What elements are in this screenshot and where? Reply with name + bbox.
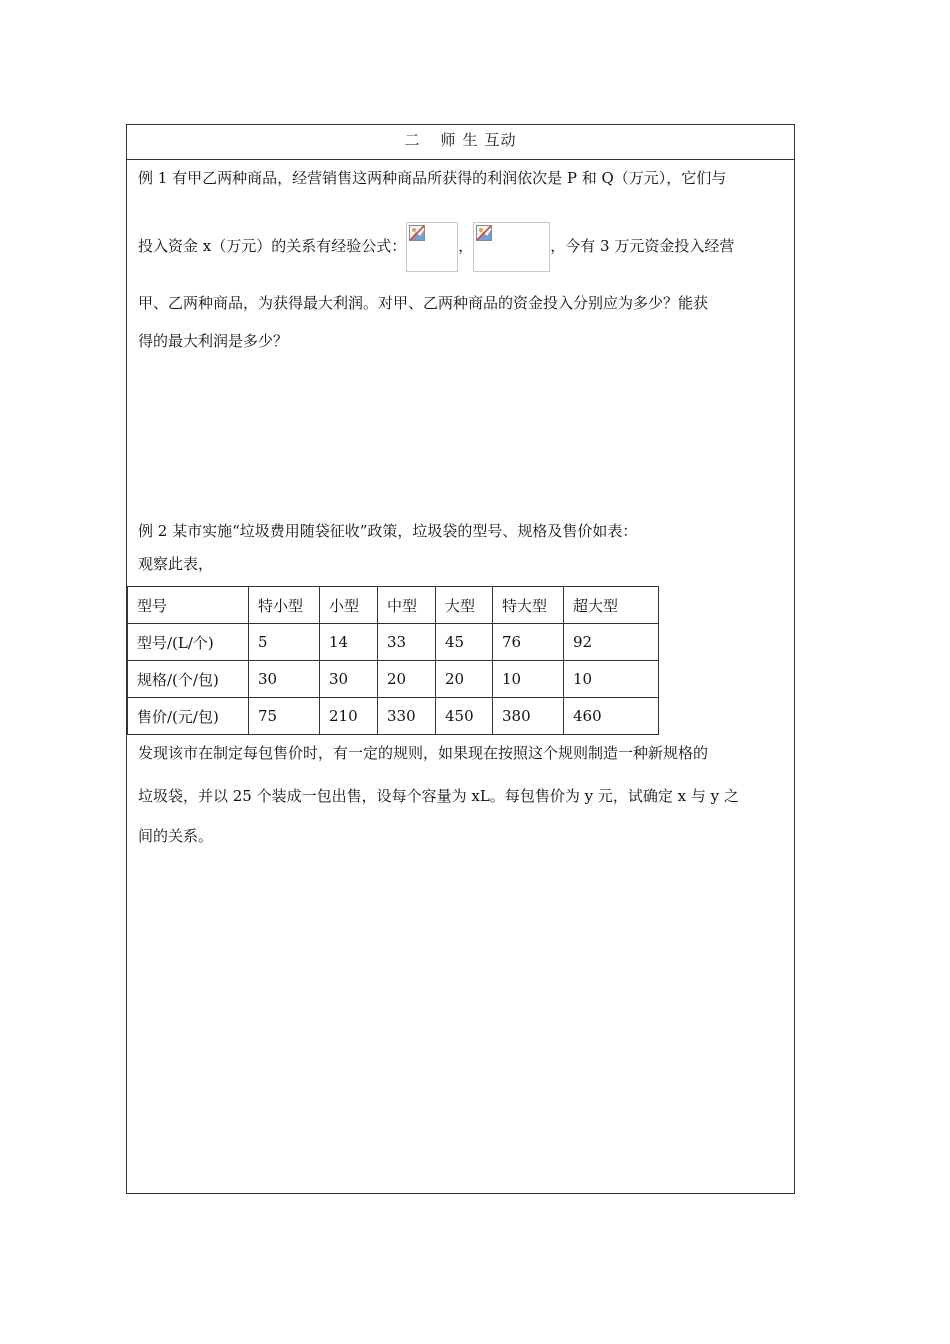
table-header-cell: 大型 xyxy=(436,587,493,624)
example2-line-1: 例 2 某市实施“垃圾费用随袋征收”政策，垃圾袋的型号、规格及售价如表： xyxy=(138,522,638,540)
section-word-2: 生 xyxy=(462,131,479,149)
table-cell: 460 xyxy=(564,698,659,735)
table-cell: 30 xyxy=(320,661,378,698)
table-header-cell: 特大型 xyxy=(493,587,564,624)
worksheet-frame xyxy=(126,124,795,1194)
table-row xyxy=(128,624,659,661)
example1-line-4: 得的最大利润是多少？ xyxy=(138,332,289,350)
example1-line-3: 甲、乙两种商品，为获得最大利润。对甲、乙两种商品的资金投入分别应为多少？能获 xyxy=(138,294,709,312)
table-cell: 450 xyxy=(436,698,493,735)
table-row xyxy=(128,698,659,735)
table-header-cell: 特小型 xyxy=(249,587,320,624)
table-cell: 20 xyxy=(378,661,436,698)
table-row xyxy=(128,661,659,698)
table-cell: 30 xyxy=(249,661,320,698)
table-cell: 380 xyxy=(493,698,564,735)
section-word-3: 互动 xyxy=(484,131,517,149)
table-header-cell: 中型 xyxy=(378,587,436,624)
table-cell: 92 xyxy=(564,624,659,661)
table-cell: 售价/(元/包) xyxy=(128,698,249,735)
table-cell: 210 xyxy=(320,698,378,735)
example2-after-line-2: 垃圾袋，并以 25 个装成一包出售，设每个容量为 xL。每包售价为 y 元，试确定 x 与 y 之 xyxy=(138,787,739,805)
example1-line-2 xyxy=(138,221,734,272)
formula-image-p xyxy=(406,222,458,272)
example1-line-2-start: 投入资金 x（万元）的关系有经验公式： xyxy=(138,237,407,255)
table-cell: 45 xyxy=(436,624,493,661)
example1-line-1: 例 1 有甲乙两种商品，经营销售这两种商品所获得的利润依次是 P 和 Q（万元），它们与 xyxy=(138,169,727,187)
table-header-cell: 型号 xyxy=(128,587,249,624)
section-header xyxy=(127,125,794,160)
table-cell: 10 xyxy=(493,661,564,698)
example2-line-2: 观察此表， xyxy=(138,555,214,573)
example2-after-line-1: 发现该市在制定每包售价时，有一定的规则，如果现在按照这个规则制造一种新规格的 xyxy=(138,744,709,762)
table-header-cell: 超大型 xyxy=(564,587,659,624)
table-cell: 33 xyxy=(378,624,436,661)
table-cell: 20 xyxy=(436,661,493,698)
table-header-cell: 小型 xyxy=(320,587,378,624)
table-cell: 75 xyxy=(249,698,320,735)
table-cell: 10 xyxy=(564,661,659,698)
table-cell: 14 xyxy=(320,624,378,661)
broken-image-icon xyxy=(476,225,492,241)
table-header-row xyxy=(128,587,659,624)
table-cell: 330 xyxy=(378,698,436,735)
table-cell: 5 xyxy=(249,624,320,661)
formula-image-q xyxy=(473,222,550,272)
formula-separator: ， xyxy=(458,237,474,255)
example2-after-line-3: 间的关系。 xyxy=(138,827,214,845)
bag-spec-table xyxy=(127,586,659,735)
example1-line-2-end: ，今有 3 万元资金投入经营 xyxy=(550,237,735,255)
broken-image-icon xyxy=(409,225,425,241)
table-cell: 型号/(L/个) xyxy=(128,624,249,661)
table-cell: 规格/(个/包) xyxy=(128,661,249,698)
section-number: 二 xyxy=(404,131,421,149)
table-cell: 76 xyxy=(493,624,564,661)
section-word-1: 师 xyxy=(440,131,457,149)
